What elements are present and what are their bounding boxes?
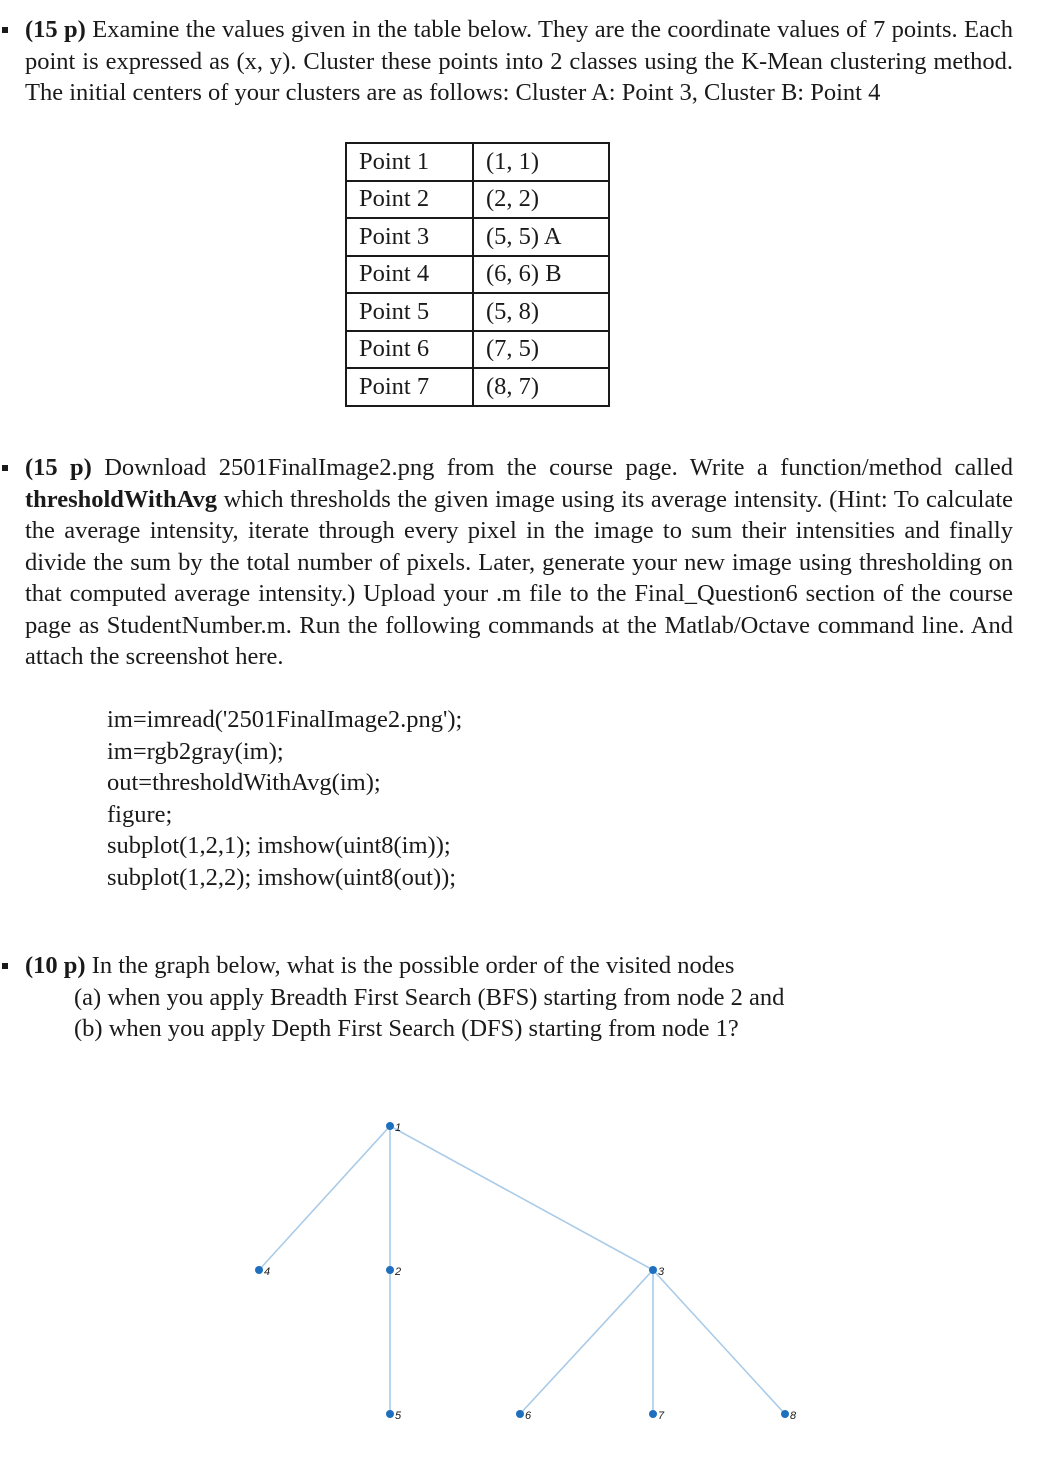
graph-node-label: 4 (264, 1266, 271, 1278)
graph-node-4 (255, 1266, 263, 1274)
point-value-cell: (5, 5) A (473, 218, 609, 256)
question-bullet (2, 27, 8, 33)
question-bullet (2, 465, 8, 471)
graph-node-label: 5 (395, 1410, 402, 1422)
graph-edge-1-4 (259, 1126, 390, 1270)
points-label: (10 p) (25, 952, 86, 979)
point-name-cell: Point 3 (346, 218, 473, 256)
function-name: thresholdWithAvg (25, 485, 217, 513)
code-line: out=thresholdWithAvg(im); (107, 769, 381, 796)
code-line: subplot(1,2,1); imshow(uint8(im)); (107, 832, 451, 859)
graph-diagram (0, 1090, 1058, 1430)
point-name-cell: Point 6 (346, 331, 473, 369)
graph-node-8 (781, 1410, 789, 1418)
part-a: (a) when you apply Breadth First Search (BFS) starting from node 2 and (74, 983, 785, 1011)
question-bullet (2, 963, 8, 969)
question-body: In the graph below, what is the possible order of the visited nodes (91, 952, 735, 979)
point-value-cell: (5, 8) (473, 293, 609, 331)
graph-edge-1-3 (390, 1126, 653, 1270)
question-text (25, 950, 1013, 982)
point-value-cell: (7, 5) (473, 331, 609, 369)
graph-node-label: 6 (525, 1410, 532, 1422)
code-block (107, 704, 462, 893)
question-body-end: which thresholds the given image using its average intensity. (Hint: To calculate the average intensity, iterate through every pixel in the image to sum their intensities and finally divide the sum by the total number of pixels. Later, generate your new image using thresholding on that computed average intensity.) Upload your .m file to the Final_Question6 section of the course page as StudentNumber.m. Run the following commands at the Matlab/Octave command line. And attach the screenshot here. (25, 485, 1013, 670)
table-row (346, 293, 609, 331)
code-line: im=imread('2501FinalImage2.png'); (107, 706, 463, 733)
points-label: (15 p) (25, 454, 92, 481)
question-body: Examine the values given in the table below. They are the coordinate values of 7 points. Each point is expressed as (x, y). Cluster these points into 2 classes using the K-Mean clustering method. The initial centers of your clusters are as follows: Cluster A: Point 3, Cluster B: Point 4 (25, 16, 1014, 106)
question-graph-search (0, 950, 1058, 1045)
table-row (346, 218, 609, 256)
table-row (346, 331, 609, 369)
point-value-cell: (2, 2) (473, 181, 609, 219)
code-line: figure; (107, 800, 173, 828)
point-name-cell: Point 5 (346, 293, 473, 331)
point-value-cell: (1, 1) (473, 143, 609, 181)
question-threshold (0, 452, 1058, 673)
points-table (345, 142, 610, 407)
graph-node-3 (649, 1266, 657, 1274)
table-row (346, 181, 609, 219)
table-row (346, 143, 609, 181)
graph-node-label: 7 (658, 1410, 665, 1422)
question-text (25, 452, 1013, 673)
point-value-cell: (6, 6) B (473, 256, 609, 294)
graph-node-5 (386, 1410, 394, 1418)
table-row (346, 256, 609, 294)
point-name-cell: Point 4 (346, 256, 473, 294)
code-line: subplot(1,2,2); imshow(uint8(out)); (107, 863, 457, 891)
question-kmeans (0, 14, 1058, 109)
point-name-cell: Point 2 (346, 181, 473, 219)
points-label: (15 p) (25, 16, 86, 43)
part-b: (b) when you apply Depth First Search (DFS) starting from node 1? (74, 1015, 739, 1042)
graph-node-label: 3 (658, 1266, 665, 1278)
graph-edge-3-8 (653, 1270, 785, 1414)
graph-node-6 (516, 1410, 524, 1418)
graph-node-2 (386, 1266, 394, 1274)
point-name-cell: Point 7 (346, 368, 473, 406)
question-text (25, 14, 1013, 109)
graph-node-label: 8 (790, 1410, 797, 1422)
point-value-cell: (8, 7) (473, 368, 609, 406)
point-name-cell: Point 1 (346, 143, 473, 181)
code-line: im=rgb2gray(im); (107, 737, 284, 765)
graph-node-1 (386, 1122, 394, 1130)
graph-node-7 (649, 1410, 657, 1418)
graph-node-label: 1 (395, 1122, 402, 1134)
graph-edge-3-6 (520, 1270, 653, 1414)
question-body-start: Download 2501FinalImage2.png from the course page. Write a function/method called (104, 454, 1014, 481)
graph-node-label: 2 (395, 1266, 402, 1278)
table-row (346, 368, 609, 406)
